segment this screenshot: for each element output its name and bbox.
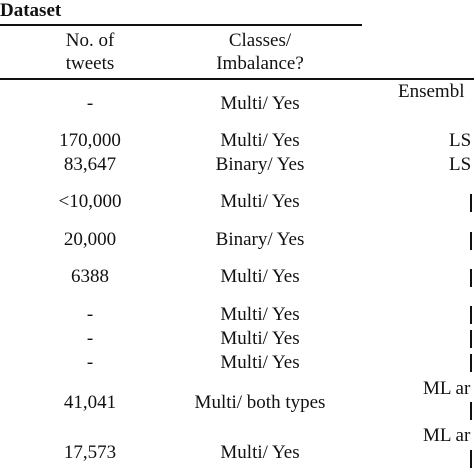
cropped-text-fragment bbox=[470, 354, 472, 372]
header-tweets-line2: tweets bbox=[65, 53, 115, 74]
table-row-classes: Multi/ Yes bbox=[220, 266, 300, 287]
header-classes-line2: Imbalance? bbox=[216, 53, 304, 74]
table-row-method: Ensembl bbox=[398, 81, 465, 102]
table-row-tweets: - bbox=[86, 93, 94, 114]
cropped-text-fragment bbox=[470, 306, 472, 324]
table-row-tweets: 41,041 bbox=[63, 392, 117, 413]
cropped-text-fragment bbox=[470, 194, 472, 212]
table-row-tweets: <10,000 bbox=[58, 191, 122, 212]
table-row-tweets: 83,647 bbox=[63, 154, 117, 175]
header-classes-line1: Classes/ bbox=[228, 30, 292, 51]
table-row-tweets: 6388 bbox=[71, 266, 109, 287]
section-rule bbox=[0, 24, 362, 26]
table-row-classes: Multi/ Yes bbox=[220, 442, 300, 463]
table-row-classes: Binary/ Yes bbox=[215, 229, 305, 250]
table-row-method: ML ar bbox=[423, 425, 471, 446]
table-row-classes: Binary/ Yes bbox=[215, 154, 305, 175]
cropped-text-fragment bbox=[470, 450, 472, 468]
table-row-tweets: - bbox=[86, 352, 94, 373]
section-title: Dataset bbox=[0, 0, 62, 21]
header-tweets-line1: No. of bbox=[65, 30, 115, 51]
table-row-classes: Multi/ Yes bbox=[220, 191, 300, 212]
table-row-tweets: 20,000 bbox=[63, 229, 117, 250]
table-row-tweets: 170,000 bbox=[59, 130, 121, 151]
table-row-classes: Multi/ both types bbox=[194, 392, 326, 413]
table-row-classes: Multi/ Yes bbox=[220, 93, 300, 114]
table-row-classes: Multi/ Yes bbox=[220, 304, 300, 325]
table-row-tweets: - bbox=[86, 304, 94, 325]
table-row-method: ML ar bbox=[423, 378, 471, 399]
cropped-text-fragment bbox=[470, 330, 472, 348]
cropped-text-fragment bbox=[470, 232, 472, 250]
table-row-tweets: 17,573 bbox=[63, 442, 117, 463]
table-row-method: LS bbox=[449, 154, 472, 175]
cropped-text-fragment bbox=[470, 269, 472, 287]
table-row-classes: Multi/ Yes bbox=[220, 328, 300, 349]
cropped-text-fragment bbox=[470, 402, 472, 420]
table-row-tweets: - bbox=[86, 328, 94, 349]
table-row-classes: Multi/ Yes bbox=[220, 352, 300, 373]
table-row-method: LS bbox=[449, 130, 472, 151]
table-row-classes: Multi/ Yes bbox=[220, 130, 300, 151]
